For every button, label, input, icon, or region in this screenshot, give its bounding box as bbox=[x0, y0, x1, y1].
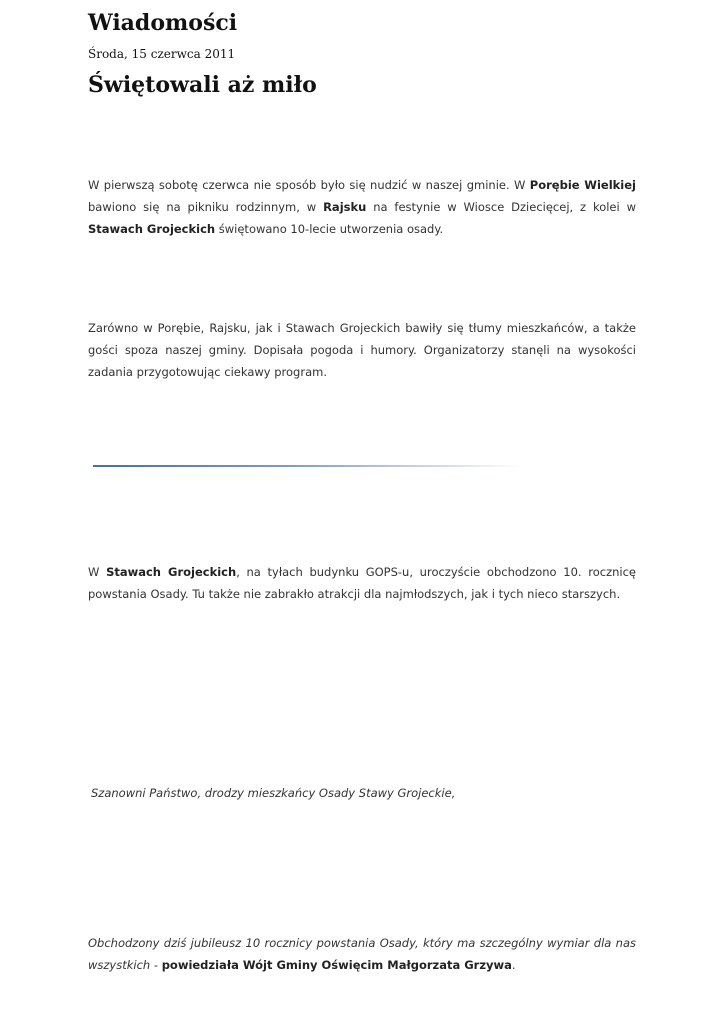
speech-quote bbox=[88, 932, 636, 976]
article-paragraph-2: Zarówno w Porębie, Rajsku, jak i Stawach Grojeckich bawiły się tłumy mieszkańców, a także gości spoza naszej gminy. Dopisała pogoda i humory. Organizatorzy stanęli na wysokości zadania przygotowując ciekawy program. bbox=[88, 321, 636, 379]
article-paragraph-3 bbox=[88, 561, 636, 605]
paragraph-text: W pierwszą sobotę czerwca nie sposób było się nudzić w naszej gminie. W bbox=[88, 178, 530, 192]
paragraph-text: bawiono się na pikniku rodzinnym, w bbox=[88, 200, 324, 214]
site-title: Wiadomości bbox=[88, 10, 238, 36]
article-title: Świętowali aż miło bbox=[88, 72, 317, 98]
quote-period: . bbox=[511, 958, 516, 972]
bold-place-name: Porębie Wielkiej bbox=[529, 178, 636, 192]
speech-greeting: Szanowni Państwo, drodzy mieszkańcy Osady Stawy Grojeckie, bbox=[91, 786, 456, 800]
bold-place-name: Stawach Grojeckich bbox=[106, 565, 237, 579]
section-divider bbox=[93, 465, 521, 467]
paragraph-text: na festynie w Wiosce Dziecięcej, z kolei w bbox=[366, 200, 636, 214]
paragraph-text: , na tyłach budynku GOPS-u, uroczyście obchodzono 10. rocznicę powstania Osady. Tu także nie zabrakło atrakcji dla najmłodszych, jak i tych nieco starszych. bbox=[88, 565, 636, 601]
publication-date: Środa, 15 czerwca 2011 bbox=[88, 47, 236, 61]
quote-text: Obchodzony dziś jubileusz 10 rocznicy powstania Osady, który ma szczególny wymiar dla nas wszystkich bbox=[88, 936, 636, 972]
quote-attribution: powiedziała Wójt Gminy Oświęcim Małgorzata Grzywa bbox=[161, 958, 512, 972]
bold-place-name: Stawach Grojeckich bbox=[88, 222, 216, 236]
paragraph-text: świętowano 10-lecie utworzenia osady. bbox=[215, 222, 444, 236]
bold-place-name: Rajsku bbox=[323, 200, 367, 214]
article-paragraph-1 bbox=[88, 174, 636, 240]
quote-dash: - bbox=[150, 958, 162, 972]
paragraph-text: W bbox=[88, 565, 107, 579]
